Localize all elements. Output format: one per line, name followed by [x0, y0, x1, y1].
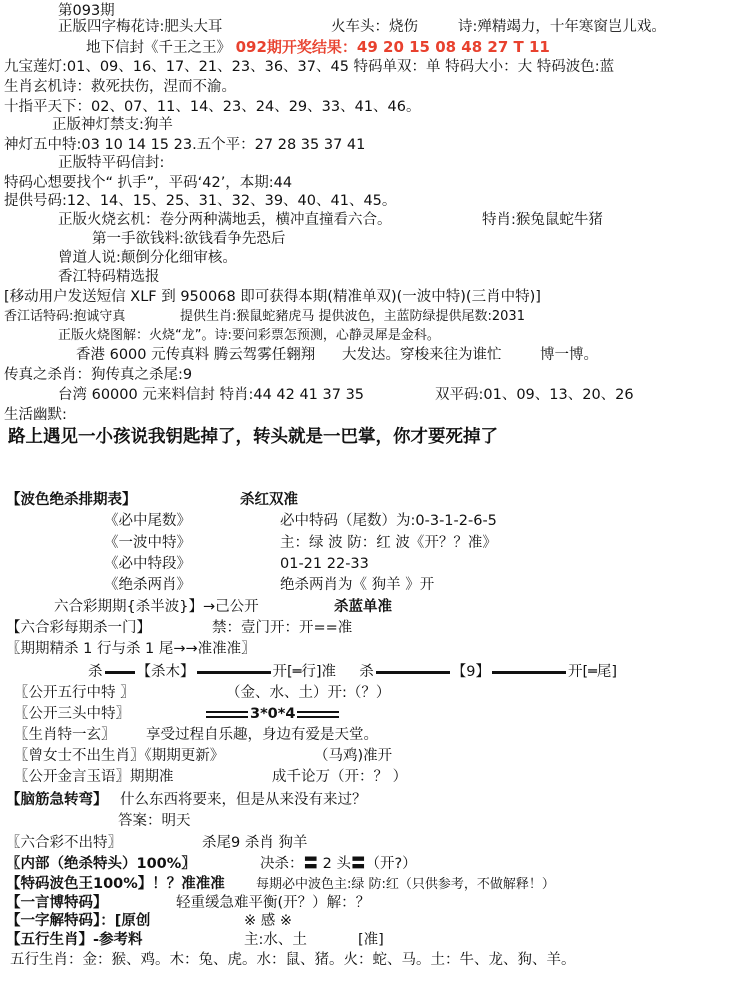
kill-row-p4: 杀 — [359, 664, 374, 680]
bottom-20a: 【一言博特码】 — [6, 895, 108, 911]
bottom-23: 五行生肖：金：猴、鸡。木：兔、虎。水：鼠、猪。火：蛇、马。土：牛、龙、狗、羊。 — [10, 952, 576, 968]
bottom-2a: 《必中尾数》 — [104, 513, 191, 529]
bottom-3b: 主：绿 波 防：红 波《开？？准》 — [280, 535, 497, 551]
bottom-11a: 〖公开三头中特〗 — [14, 706, 130, 722]
bottom-1b: 杀红双准 — [240, 492, 298, 508]
line-16c: 博一博。 — [540, 347, 598, 363]
bottom-19a: 【特码波色王100%】！？准准准 — [6, 876, 225, 892]
line-4: 正版神灯禁支:狗羊 — [52, 117, 173, 133]
bottom-22c: [准] — [358, 932, 384, 948]
bottom-5b: 绝杀两肖为《 狗羊 》开 — [280, 577, 435, 593]
triple-bar — [206, 711, 248, 718]
line-9b: 特肖:猴兔鼠蛇牛猪 — [482, 212, 603, 228]
bottom-22a: 【五行生肖】-参考料 — [6, 932, 143, 948]
bottom-6b: 杀蓝单准 — [334, 599, 392, 615]
joke-text: 路上遇见一小孩说我钥匙掉了，转头就是一巴掌，你才要死掉了 — [8, 427, 498, 447]
poem-line-c: 诗:殚精竭力，十年寒窗岂儿戏。 — [458, 19, 666, 35]
bottom-4b: 01-21 22-33 — [280, 556, 369, 572]
line-14a: 香江话特码:抱诚守真 — [4, 309, 126, 324]
line-11: 曾道人说:颠倒分化细审核。 — [58, 250, 237, 266]
line-17: 传真之杀肖：狗传真之杀尾:9 — [4, 367, 193, 383]
bottom-17b: 杀尾9 杀肖 狗羊 — [202, 835, 308, 851]
lottery-result: 092期开奖结果：49 20 15 08 48 27 T 11 — [235, 38, 550, 56]
line-14b: 提供生肖:猴鼠蛇豬虎马 提供波色，主蓝防绿提供尾数:2031 — [180, 309, 525, 324]
bottom-10b: （金、水、土）开:（？） — [226, 685, 391, 701]
line-18a: 台湾 60000 元来料信封 特肖:44 42 41 37 35 — [58, 387, 365, 403]
bottom-15b: 什么东西将要来，但是从来没有来过？ — [120, 792, 367, 808]
line-18b: 双平码:01、09、13、20、26 — [435, 387, 634, 403]
bottom-4a: 《必中特段》 — [104, 556, 191, 572]
double-bar — [105, 671, 135, 674]
bottom-20b: 轻重缓急难平衡(开？）解：？ — [176, 895, 371, 911]
bottom-12a: 〖生肖特一玄〗 — [14, 727, 116, 743]
kill-row — [88, 665, 617, 680]
bottom-6a: 六合彩期期{杀半波}】→己公开 — [54, 599, 259, 615]
line-13: [移动用户发送短信 XLF 到 950068 即可获得本期(精准单双)(一波中特)(三肖中特)] — [4, 289, 541, 305]
poem-line-a: 正版四字梅花诗:肥头大耳 — [58, 19, 223, 35]
bottom-22b: 主:水、土 — [244, 932, 307, 948]
result-banner — [86, 36, 550, 57]
subway-label: 地下信封《千王之王》 — [86, 40, 231, 56]
kill-row-p5: 【9】 — [451, 664, 490, 680]
bottom-16: 答案：明天 — [118, 813, 191, 829]
bottom-7b: 禁：壹门开：开==准 — [212, 620, 353, 636]
bottom-14a: 〖公开金言玉语〗期期准 — [14, 769, 174, 785]
line-19: 生活幽默: — [4, 407, 67, 423]
bottom-11b: 3*0*4 — [250, 706, 296, 722]
line-12: 香江特码精选报 — [58, 269, 160, 285]
kill-row-p1: 杀 — [88, 664, 103, 680]
double-bar — [197, 671, 271, 674]
line-8: 提供号码:12、14、15、25、31、32、39、40、41、45。 — [4, 193, 397, 209]
double-bar — [492, 671, 566, 674]
line-7: 特码心想要找个“ 扒手”，平码‘42’，本期:44 — [4, 175, 293, 191]
line-9a: 正版火烧玄机：卷分两种满地丢，横冲直撞看六合。 — [58, 212, 392, 228]
triple-bar — [297, 711, 339, 718]
line-16a: 香港 6000 元传真料 腾云驾雾任翱翔 — [76, 347, 316, 363]
kill-row-p2: 【杀木】 — [136, 664, 195, 680]
double-bar — [376, 671, 450, 674]
kill-row-p6: 开[═尾] — [568, 664, 618, 680]
line-2: 生肖玄机诗：救死扶伤，涅而不渝。 — [4, 79, 236, 95]
bottom-19b: 每期必中波色主:绿 防:红（只供参考，不做解释！） — [256, 877, 555, 892]
three-head-row — [204, 707, 341, 722]
bottom-2b: 必中特码（尾数）为:0-3-1-2-6-5 — [280, 513, 497, 529]
bottom-5a: 《绝杀两肖》 — [104, 577, 191, 593]
bottom-1a: 【波色绝杀排期表】 — [6, 492, 137, 508]
bottom-21a: 【一字解特码】：[原创 — [6, 913, 151, 929]
line-15: 正版火烧图解：火烧“龙”。诗:要问彩票怎预测，心静灵犀是金科。 — [58, 328, 440, 343]
bottom-18a: 〖内部（绝杀特头）100%〗 — [6, 856, 196, 872]
bottom-7a: 【六合彩每期杀一门】 — [6, 620, 151, 636]
bottom-13b: （马鸡)准开 — [314, 748, 393, 764]
bottom-21b: ※ 感 ※ — [244, 913, 293, 929]
poem-line-b: 火车头：烧伤 — [331, 19, 418, 35]
bottom-15a: 【脑筋急转弯】 — [6, 792, 108, 808]
bottom-12b: 享受过程自乐趣，身边有爱是天堂。 — [146, 727, 378, 743]
line-6: 正版特平码信封: — [58, 155, 165, 171]
bottom-13a: 〖曾女士不出生肖〗《期期更新》 — [14, 748, 225, 764]
line-3: 十指平天下：02、07、11、14、23、24、29、33、41、46。 — [4, 99, 421, 115]
issue-label: 第093期 — [58, 3, 115, 19]
bottom-18b: 决杀：〓 2 头〓（开?） — [260, 856, 417, 872]
line-10: 第一手欲钱料:欲钱看争先恐后 — [92, 231, 286, 247]
kill-row-p3: 开[═行]准 — [272, 664, 337, 680]
bottom-3a: 《一波中特》 — [104, 535, 191, 551]
line-16b: 大发达。穿梭来往为谁忙 — [342, 347, 502, 363]
bottom-14b: 成千论万（开：？ ） — [272, 769, 408, 785]
line-1: 九宝莲灯:01、09、16、17、21、23、36、37、45 特码单双：单 特码大小：大 特码波色:蓝 — [4, 59, 615, 75]
bottom-10a: 〖公开五行中特 〗 — [14, 685, 135, 701]
bottom-17a: 〖六合彩不出特〗 — [6, 835, 122, 851]
line-5: 神灯五中特:03 10 14 15 23.五个平：27 28 35 37 41 — [4, 137, 366, 153]
bottom-8: 〖期期精杀 1 行与杀 1 尾→→准准准〗 — [6, 641, 256, 657]
